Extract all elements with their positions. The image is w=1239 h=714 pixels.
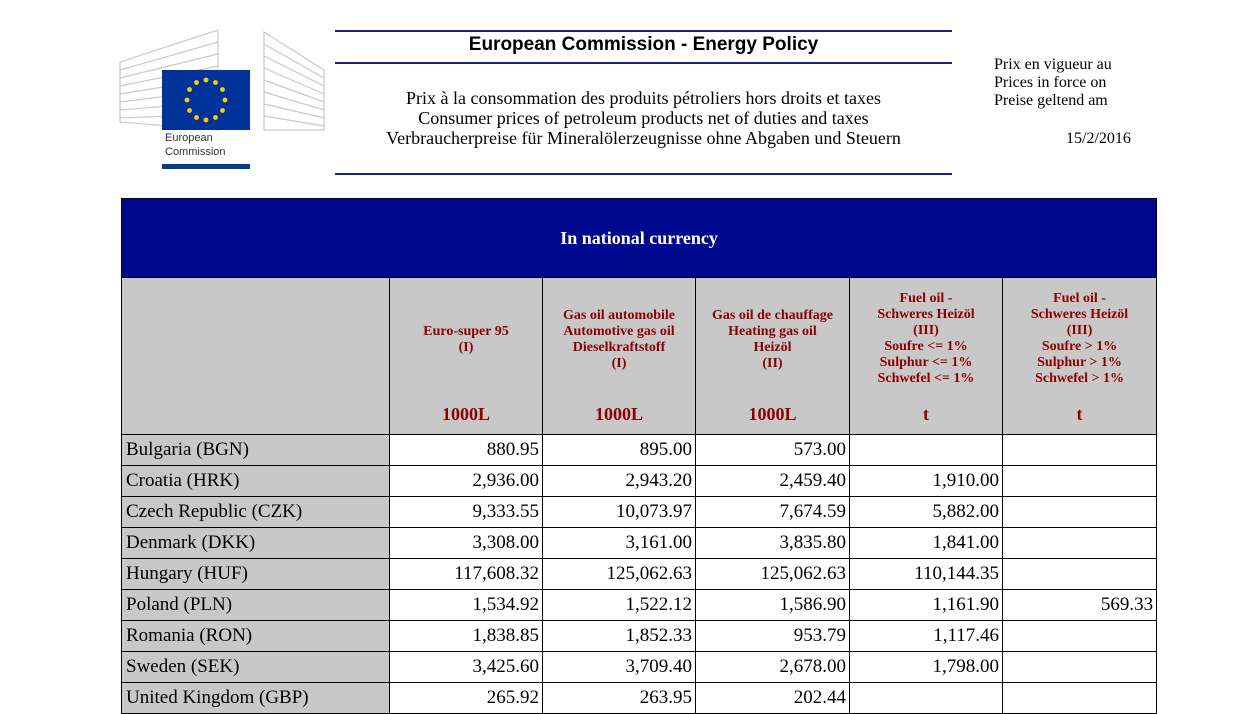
price-cell xyxy=(1003,466,1157,497)
price-cell: 202.44 xyxy=(696,683,850,714)
logo-text-line2: Commission xyxy=(165,146,226,158)
price-cell: 895.00 xyxy=(543,435,696,466)
column-unit: 1000L xyxy=(594,404,643,424)
column-header-line: (II) xyxy=(762,356,783,371)
price-cell: 1,798.00 xyxy=(850,652,1003,683)
currency-band: In national currency xyxy=(122,199,1157,278)
price-cell: 265.92 xyxy=(390,683,543,714)
country-column-header xyxy=(122,278,390,435)
price-cell: 3,308.00 xyxy=(390,528,543,559)
price-cell: 569.33 xyxy=(1003,590,1157,621)
column-header-line: Heating gas oil xyxy=(728,324,817,339)
column-unit: t xyxy=(1076,404,1083,424)
column-header-2 xyxy=(543,278,696,435)
country-cell: Romania (RON) xyxy=(122,621,390,652)
subtitle-german: Verbraucherpreise für Mineralölerzeugnisse ohne Abgaben und Steuern xyxy=(386,128,901,148)
price-cell: 2,459.40 xyxy=(696,466,850,497)
price-cell: 573.00 xyxy=(696,435,850,466)
price-cell: 3,161.00 xyxy=(543,528,696,559)
column-header-line: Soufre <= 1% xyxy=(884,339,968,354)
column-header-4 xyxy=(850,278,1003,435)
price-cell: 2,678.00 xyxy=(696,652,850,683)
price-cell: 953.79 xyxy=(696,621,850,652)
country-cell: United Kingdom (GBP) xyxy=(122,683,390,714)
column-header-line: Schweres Heizöl xyxy=(1030,307,1129,322)
table-row xyxy=(122,435,1157,466)
table-row xyxy=(122,621,1157,652)
column-unit: t xyxy=(923,404,929,424)
price-cell xyxy=(1003,559,1157,590)
price-cell: 1,161.90 xyxy=(850,590,1003,621)
column-header-line: Schwefel <= 1% xyxy=(877,371,975,386)
price-cell: 1,841.00 xyxy=(850,528,1003,559)
price-cell: 7,674.59 xyxy=(696,497,850,528)
table-row xyxy=(122,559,1157,590)
column-header-line: (I) xyxy=(611,356,627,371)
prices-in-force-label xyxy=(994,56,1112,110)
price-cell xyxy=(850,435,1003,466)
price-cell xyxy=(850,683,1003,714)
column-unit: 1000L xyxy=(441,404,490,424)
country-cell: Czech Republic (CZK) xyxy=(122,497,390,528)
column-header-label xyxy=(543,308,695,372)
price-date: 15/2/2016 xyxy=(1066,130,1131,147)
price-cell: 125,062.63 xyxy=(696,559,850,590)
prices-table xyxy=(121,198,1157,714)
prices-table-container xyxy=(121,198,1156,714)
subtitle-block xyxy=(335,88,952,148)
column-header-1 xyxy=(390,278,543,435)
column-header-line: Gas oil automobile xyxy=(562,308,675,323)
prices-in-force-de: Preise geltend am xyxy=(994,92,1108,109)
price-cell: 1,522.12 xyxy=(543,590,696,621)
price-cell: 9,333.55 xyxy=(390,497,543,528)
prices-in-force-en: Prices in force on xyxy=(994,74,1107,91)
table-row xyxy=(122,466,1157,497)
column-header-5 xyxy=(1003,278,1157,435)
price-cell: 263.95 xyxy=(543,683,696,714)
price-cell xyxy=(1003,435,1157,466)
column-unit: 1000L xyxy=(748,404,797,424)
column-header-line: Heizöl xyxy=(753,340,792,355)
price-cell: 1,838.85 xyxy=(390,621,543,652)
column-header-label xyxy=(696,308,849,372)
column-header-line: Fuel oil - xyxy=(899,291,953,306)
price-cell xyxy=(1003,652,1157,683)
table-row xyxy=(122,497,1157,528)
column-header-line: (I) xyxy=(458,340,474,355)
price-cell xyxy=(1003,528,1157,559)
column-header-line: Dieselkraftstoff xyxy=(572,340,666,355)
column-header-line: Fuel oil - xyxy=(1053,291,1106,306)
table-row xyxy=(122,683,1157,714)
country-cell: Sweden (SEK) xyxy=(122,652,390,683)
prices-in-force-fr: Prix en vigueur au xyxy=(994,56,1112,73)
title-box xyxy=(335,30,952,175)
table-row xyxy=(122,528,1157,559)
country-cell: Poland (PLN) xyxy=(122,590,390,621)
price-cell: 2,936.00 xyxy=(390,466,543,497)
page-title: European Commission - Energy Policy xyxy=(468,34,819,55)
price-cell: 3,835.80 xyxy=(696,528,850,559)
country-cell: Bulgaria (BGN) xyxy=(122,435,390,466)
column-header-label xyxy=(850,291,1002,387)
logo-text-line1: European xyxy=(165,132,213,144)
column-header-line: Soufre > 1% xyxy=(1041,339,1118,354)
price-cell: 10,073.97 xyxy=(543,497,696,528)
column-header-line: Euro-super 95 xyxy=(423,324,509,339)
column-header-line: Gas oil de chauffage xyxy=(712,308,833,323)
price-cell: 880.95 xyxy=(390,435,543,466)
column-header-line: (III) xyxy=(1066,323,1093,338)
price-cell: 117,608.32 xyxy=(390,559,543,590)
price-cell: 5,882.00 xyxy=(850,497,1003,528)
price-cell: 2,943.20 xyxy=(543,466,696,497)
price-cell xyxy=(1003,683,1157,714)
price-cell: 3,709.40 xyxy=(543,652,696,683)
logo-underline xyxy=(162,164,250,169)
column-header-line: Automotive gas oil xyxy=(563,324,675,339)
column-header-label xyxy=(390,324,542,356)
price-cell: 3,425.60 xyxy=(390,652,543,683)
column-header-line: (III) xyxy=(913,323,939,338)
country-cell: Croatia (HRK) xyxy=(122,466,390,497)
column-header-row xyxy=(122,278,1157,435)
price-cell: 1,586.90 xyxy=(696,590,850,621)
column-header-line: Schwefel > 1% xyxy=(1035,371,1124,386)
price-cell xyxy=(1003,497,1157,528)
column-header-line: Sulphur <= 1% xyxy=(879,355,973,370)
title-divider xyxy=(335,62,952,64)
price-cell: 1,910.00 xyxy=(850,466,1003,497)
column-header-3 xyxy=(696,278,850,435)
price-cell: 1,117.46 xyxy=(850,621,1003,652)
price-cell: 125,062.63 xyxy=(543,559,696,590)
column-header-line: Sulphur > 1% xyxy=(1037,355,1122,370)
price-cell: 1,852.33 xyxy=(543,621,696,652)
table-row xyxy=(122,590,1157,621)
country-cell: Hungary (HUF) xyxy=(122,559,390,590)
column-header-label xyxy=(1003,291,1156,387)
country-cell: Denmark (DKK) xyxy=(122,528,390,559)
price-cell: 110,144.35 xyxy=(850,559,1003,590)
table-row xyxy=(122,652,1157,683)
column-header-line: Schweres Heizöl xyxy=(877,307,975,322)
subtitle-french: Prix à la consommation des produits pétroliers hors droits et taxes xyxy=(406,88,881,108)
price-cell: 1,534.92 xyxy=(390,590,543,621)
price-cell xyxy=(1003,621,1157,652)
subtitle-english: Consumer prices of petroleum products net of duties and taxes xyxy=(418,108,869,128)
